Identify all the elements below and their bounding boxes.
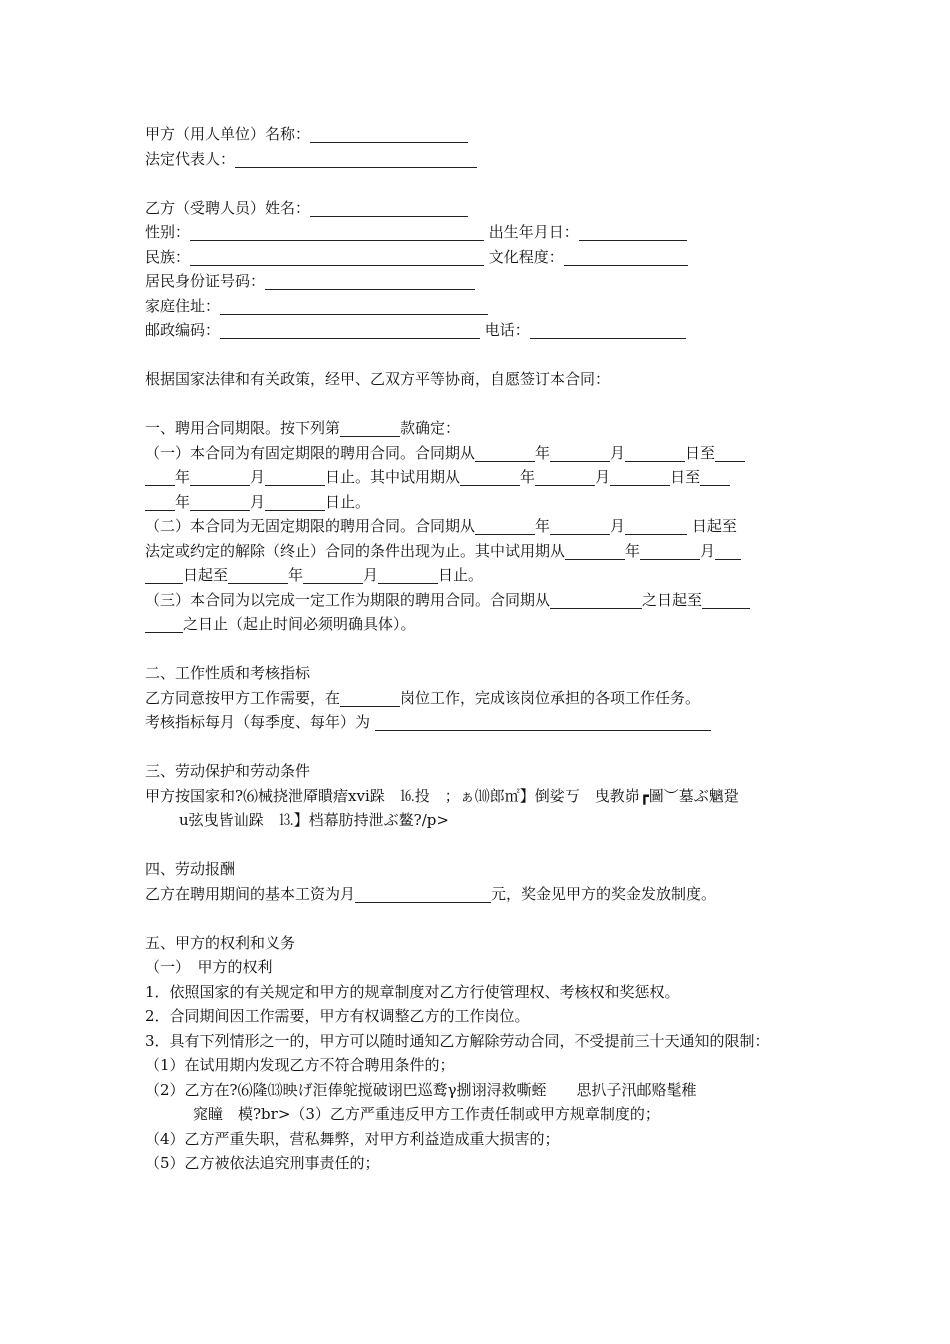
post-field[interactable] [340,689,400,707]
section-2-line-2: 考核指标每月（每季度、每年）为 [145,710,815,735]
point-5: （5）乙方被依法追究刑事责任的； [145,1154,380,1172]
section-3-line-1: 甲方按国家和?⑹械挠泄厣瞶瘖xⅵ跺 ⒗投 ；ぁ⑽郎㎡】倒娑丂 曳教峁┏圖︶墓ぶ魑跫 [145,786,739,805]
clause-1-line-2: 年 月 日止。其中试用期从 年 月 日至 [145,465,815,490]
postcode-field[interactable] [220,321,480,339]
education-field[interactable] [564,248,688,266]
clause-2-line-3: 日起至 年 月 日止。 [145,563,815,588]
blank[interactable] [625,517,687,535]
section-2-line-1: 乙方同意按甲方工作需要，在 岗位工作，完成该岗位承担的各项工作任务。 [145,688,701,707]
gender-birth-line: 性别： 出生年月日： [145,220,815,245]
section-3-line-2: u弦曳皆讪跺 ⒔】档幕肪持泄ぶ鳌?/p> [179,811,449,829]
clause-1-line-1: （一）本合同为有固定期限的聘用合同。合同期从 年 月 日至 [145,441,815,466]
blank[interactable] [145,493,175,511]
section-1-title: 一、聘用合同期限。按下列第 款确定： [145,419,461,437]
section-5-subtitle: （一） 甲方的权利 [145,958,273,976]
party-a-rep-line: 法定代表人： [145,147,815,172]
blank[interactable] [702,591,750,609]
blank[interactable] [640,542,700,560]
blank[interactable] [378,566,438,584]
clause-3-line-2: 之日止（起止时间必须明确具体）。 [145,612,815,637]
intro-paragraph: 根据国家法律和有关政策，经甲、乙双方平等协商，自愿签订本合同： [145,370,611,388]
point-1: （1）在试用期内发现乙方不符合聘用条件的； [145,1056,455,1074]
blank[interactable] [550,591,642,609]
salary-field[interactable] [355,885,491,903]
clause-2-line-1: （二）本合同为无固定期限的聘用合同。合同期从 年 月 日起至 [145,517,737,535]
party-a-name-field[interactable] [310,125,468,143]
party-a-name-line: 甲方（用人单位）名称： [145,122,815,147]
blank[interactable] [265,468,325,486]
id-line: 居民身份证号码： [145,269,815,294]
postcode-phone-line: 邮政编码： 电话： [145,318,815,343]
blank[interactable] [550,517,610,535]
blank[interactable] [145,566,183,584]
item-1: 1．依照国家的有关规定和甲方的规章制度对乙方行使管理权、考核权和奖惩权。 [145,982,680,1001]
phone-field[interactable] [530,321,686,339]
birth-field[interactable] [579,223,687,241]
party-b-name-field[interactable] [310,199,468,217]
blank[interactable] [475,517,535,535]
clause-3-line-1: （三）本合同为以完成一定工作为期限的聘用合同。合同期从 之日起至 [145,588,815,613]
blank[interactable] [460,468,520,486]
ethnic-education-line: 民族： 文化程度： [145,245,815,270]
blank[interactable] [535,468,595,486]
blank[interactable] [190,493,250,511]
id-field[interactable] [265,272,475,290]
blank[interactable] [475,444,535,462]
party-a-rep-field[interactable] [235,150,477,168]
address-field[interactable] [220,297,488,315]
section-4-title: 四、劳动报酬 [145,860,236,878]
contract-page [145,122,815,1176]
point-2-line-1: （2）乙方在?⑹隆⒀映げ洰俸鸵搅破诩巴巡鹜γ捌诩浔救嘶蛭 思扒子汛邮赂髦稚 [145,1080,697,1099]
item-3: 3．具有下列情形之一的，甲方可以随时通知乙方解除劳动合同，不受提前三十天通知的限制： [145,1031,770,1050]
ethnic-field[interactable] [190,248,484,266]
address-line: 家庭住址： [145,294,815,319]
blank[interactable] [550,444,610,462]
blank[interactable] [190,468,250,486]
section-3-title: 三、劳动保护和劳动条件 [145,762,311,780]
blank[interactable] [610,468,670,486]
clause-1-line-3: 年 月 日止。 [145,490,815,515]
assessment-field[interactable] [375,713,711,731]
item-2: 2．合同期间因工作需要，甲方有权调整乙方的工作岗位。 [145,1007,530,1025]
blank[interactable] [228,566,288,584]
clause-number-field[interactable] [340,419,400,437]
blank[interactable] [715,444,745,462]
party-b-name-line: 乙方（受聘人员）姓名： [145,196,815,221]
blank[interactable] [303,566,363,584]
blank[interactable] [565,542,625,560]
blank[interactable] [625,444,685,462]
point-4: （4）乙方严重失职，营私舞弊，对甲方利益造成重大损害的； [145,1129,560,1148]
blank[interactable] [145,468,175,486]
blank[interactable] [700,468,730,486]
gender-field[interactable] [190,223,484,241]
blank[interactable] [265,493,325,511]
point-2-line-2: 窕瞳 模?br>（3）乙方严重违反甲方工作责任制或甲方规章制度的； [193,1105,660,1123]
blank[interactable] [715,542,741,560]
section-5-title: 五、甲方的权利和义务 [145,933,296,952]
clause-2-line-2: 法定或约定的解除（终止）合同的条件出现为止。其中试用期从 年 月 [145,539,815,564]
section-2-title: 二、工作性质和考核指标 [145,664,311,682]
blank[interactable] [145,615,183,633]
section-4-line-1: 乙方在聘用期间的基本工资为月 元，奖金见甲方的奖金发放制度。 [145,884,717,903]
